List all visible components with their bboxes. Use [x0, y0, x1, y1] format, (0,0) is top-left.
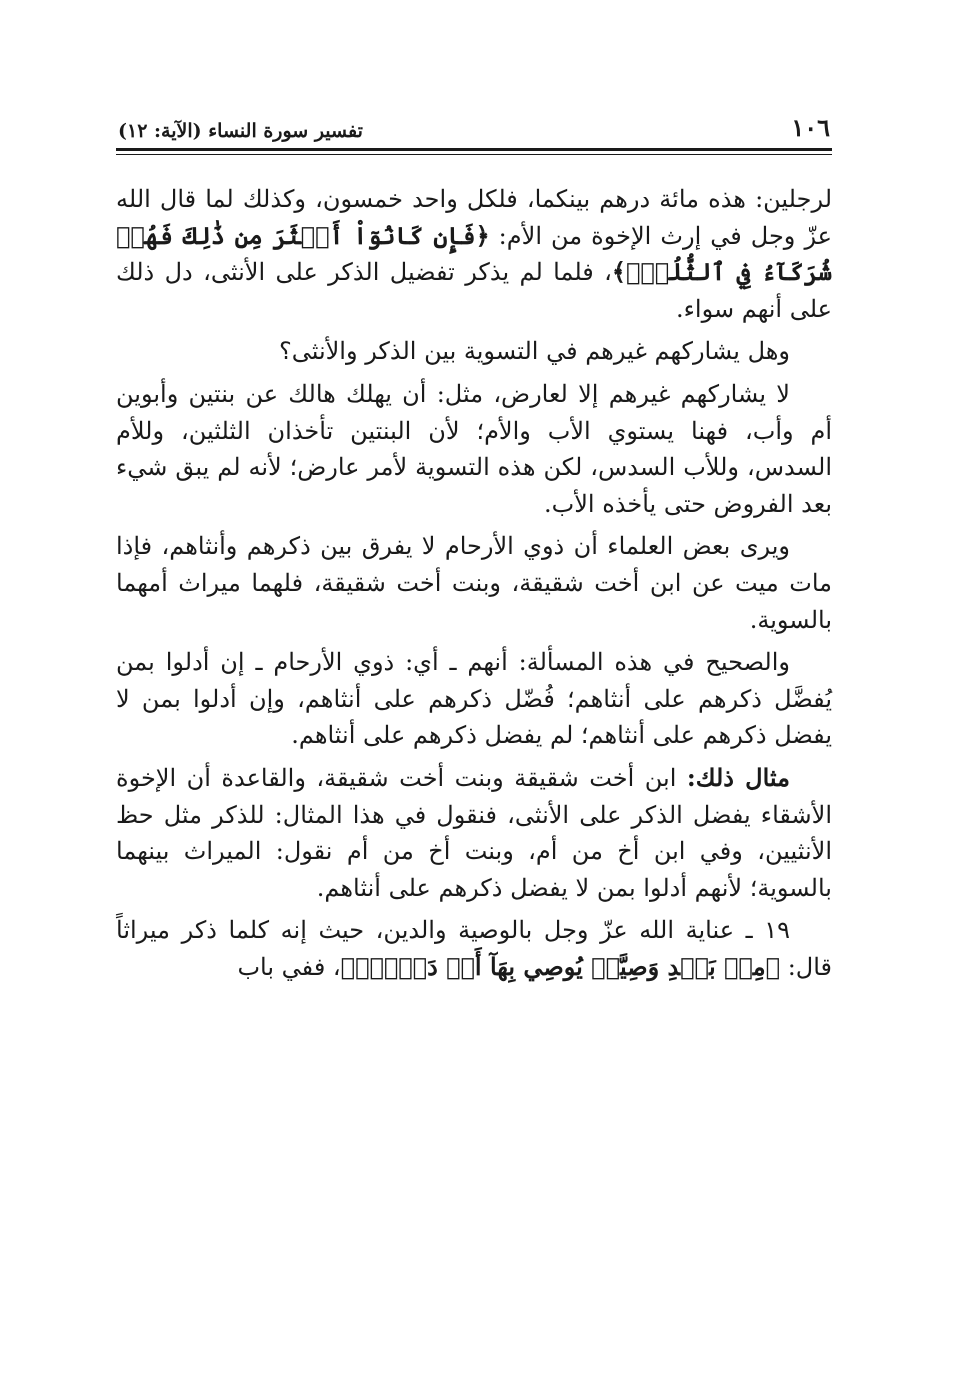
quran-verse: ﴿مِنۢ بَعۡدِ وَصِيَّةٖ يُوصِي بِهَآ أَوۡ دَيۡنٍۗ﴾ [340, 951, 781, 981]
quran-verse: ﴿فَإِن كَانُوٓاْ أَكۡثَرَ مِن ذَٰلِكَ فَهُمۡ شُرَكَآءُ فِي ٱلثُّلُثِۚ﴾ [116, 220, 833, 287]
paragraph-answer: لا يشاركهم غيرهم إلا لعارض، مثل: أن يهلك هالك عن بنتين وأبوين أم وأب، فهنا يستوي الأب والأم؛ لأن البنتين تأخذان الثلثين، وللأم السدس، وللأب السدس، لكن هذه التسوية لأمر عارض؛ لأنه لم يبق شيء بعد الفروض حتى يأخذه الأب. [116, 379, 832, 518]
page-number: ١٠٦ [791, 113, 830, 142]
paragraph-text: ابن أخت شقيقة وبنت أخت شقيقة، والقاعدة أن الإخوة الأشقاء يفضل الذكر على الأنثى، فنقول في هذا المثال: للذكر مثل حظ الأنثيين، وفي ابن أخ من أم، وبنت أخ من أم نقول: الميراث بينهما بالسوية؛ لأنهم أدلوا بمن لا يفضل ذكرهم على أنثاهم. [116, 763, 832, 902]
paragraph-question: وهل يشاركهم غيرهم في التسوية بين الذكر والأنثى؟ [278, 337, 790, 366]
paragraph-text: ، ففي باب [237, 952, 341, 981]
paragraph-inheritance-mothers-siblings [116, 181, 832, 327]
paragraph-text: ١٩ ـ عناية الله عزّ وجل بالوصية والدين، حيث إنه كلما ذكر ميراثاً قال: [116, 916, 832, 981]
running-title: تفسير سورة النساء (الآية: ١٢) [118, 120, 363, 142]
example-label: مثال ذلك: [686, 762, 790, 792]
page-body [116, 181, 832, 985]
running-header [116, 106, 832, 142]
paragraph-text: لرجلين: هذه مائة درهم بينكما، فلكل واحد خمسون، وكذلك لما قال الله عزّ وجل في إرث الإخوة من الأم: [116, 185, 833, 250]
paragraph-point-19 [116, 912, 832, 985]
paragraph-example [116, 760, 832, 906]
book-page [116, 106, 832, 991]
paragraph-correct-view: والصحيح في هذه المسألة: أنهم ـ أي: ذوي الأرحام ـ إن أدلوا بمن يُفضَّل ذكرهم على أنثاهم؛ فُضّل ذكرهم على أنثاهم، وإن أدلوا بمن لا يفضل ذكرهم على أنثاهم؛ لم يفضل ذكرهم على أنثاهم. [116, 648, 832, 750]
paragraph-text: ، فلما لم يذكر تفضيل الذكر على الأنثى، دل ذلك على أنهم سواء. [116, 258, 832, 323]
paragraph-scholars-opinion: ويرى بعض العلماء أن ذوي الأرحام لا يفرق بين ذكرهم وأنثاهم، فإذا مات ميت عن ابن أخت شقيقة، وبنت أخت شقيقة، فلهما ميراث أمهما بالسوية. [116, 532, 832, 634]
header-divider [116, 148, 832, 155]
